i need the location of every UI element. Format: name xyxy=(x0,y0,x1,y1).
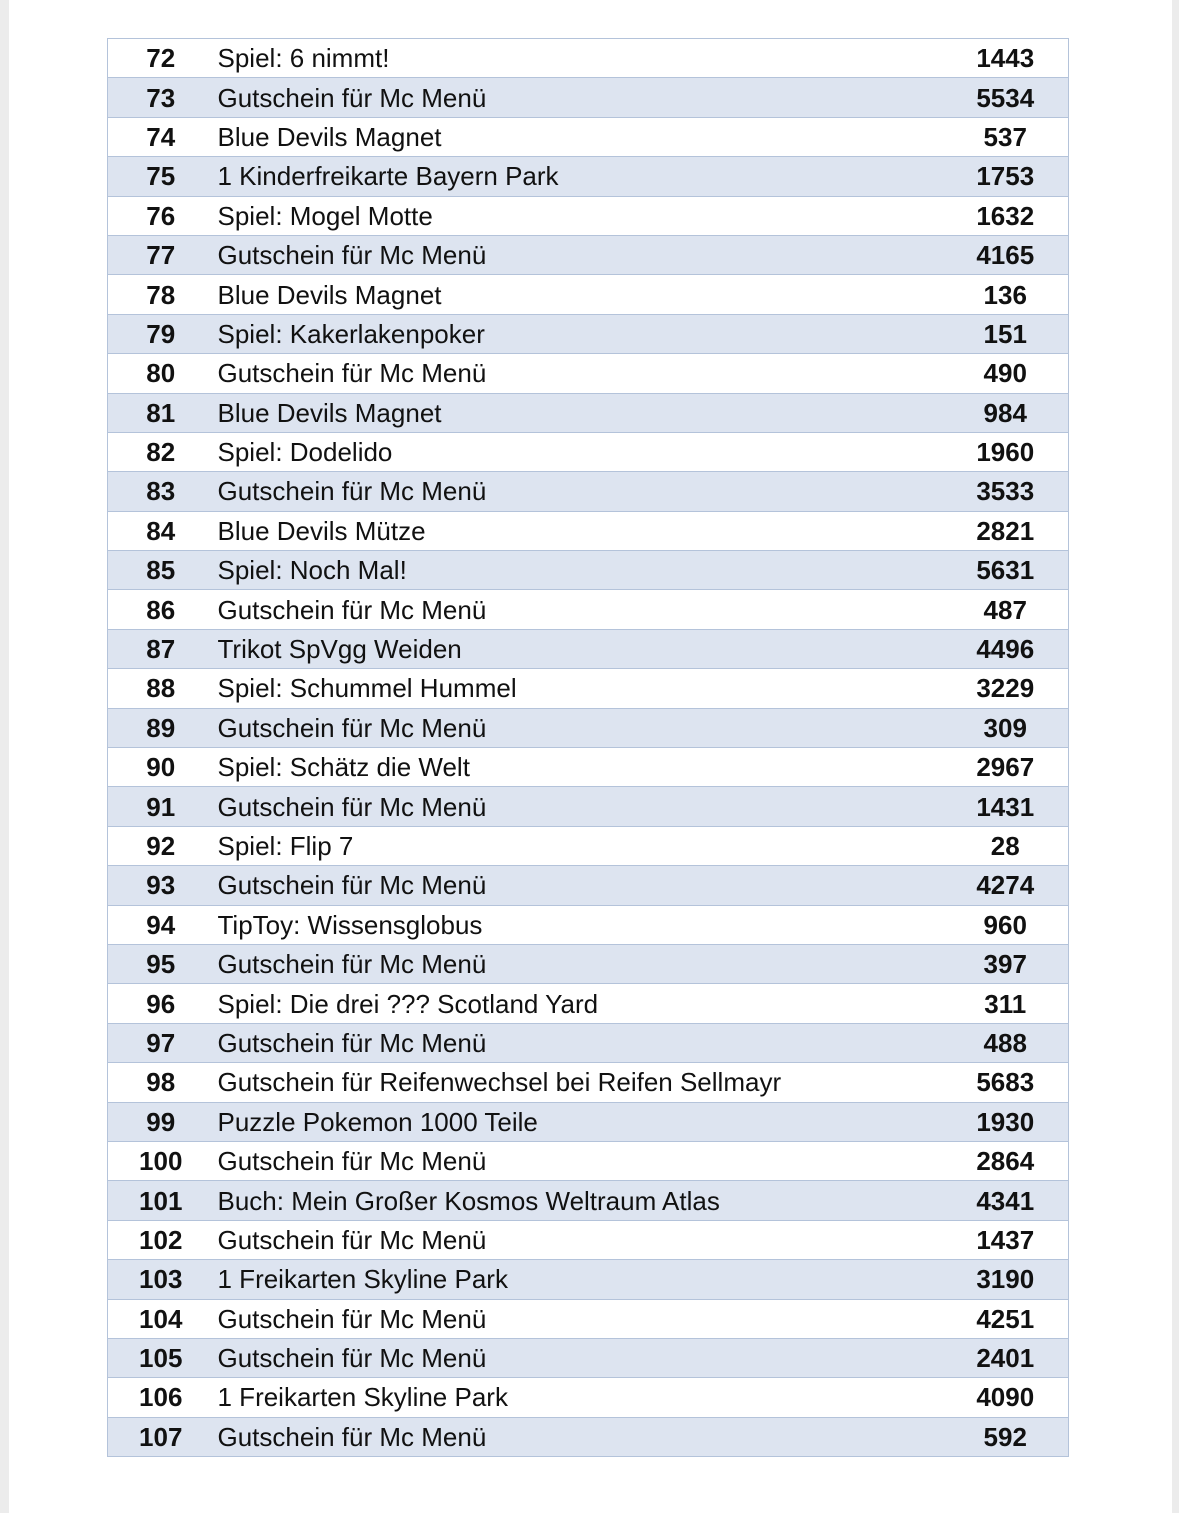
prize-name: Gutschein für Mc Menü xyxy=(212,78,939,117)
prize-name: Blue Devils Magnet xyxy=(212,393,939,432)
prize-name: Gutschein für Mc Menü xyxy=(212,787,939,826)
winning-ticket-number: 5534 xyxy=(939,78,1069,117)
prize-number: 81 xyxy=(108,393,212,432)
prize-name: Gutschein für Mc Menü xyxy=(212,866,939,905)
prize-name: Gutschein für Mc Menü xyxy=(212,235,939,274)
table-row xyxy=(108,669,1069,708)
prize-number: 88 xyxy=(108,669,212,708)
table-row xyxy=(108,393,1069,432)
prize-number: 107 xyxy=(108,1417,212,1456)
winning-ticket-number: 4496 xyxy=(939,629,1069,668)
winning-ticket-number: 2821 xyxy=(939,511,1069,550)
table-row xyxy=(108,590,1069,629)
prize-number: 104 xyxy=(108,1299,212,1338)
prize-name: Gutschein für Mc Menü xyxy=(212,1023,939,1062)
table-row xyxy=(108,511,1069,550)
winning-ticket-number: 3533 xyxy=(939,472,1069,511)
prize-number: 74 xyxy=(108,117,212,156)
prize-name: Spiel: Schätz die Welt xyxy=(212,748,939,787)
prize-name: Blue Devils Magnet xyxy=(212,117,939,156)
winning-ticket-number: 4165 xyxy=(939,235,1069,274)
winning-ticket-number: 2967 xyxy=(939,748,1069,787)
winning-ticket-number: 4251 xyxy=(939,1299,1069,1338)
prize-number: 98 xyxy=(108,1063,212,1102)
prize-name: Trikot SpVgg Weiden xyxy=(212,629,939,668)
table-row xyxy=(108,629,1069,668)
table-row xyxy=(108,1338,1069,1377)
prize-name: Buch: Mein Großer Kosmos Weltraum Atlas xyxy=(212,1181,939,1220)
table-row xyxy=(108,1181,1069,1220)
prize-name: Spiel: Dodelido xyxy=(212,432,939,471)
prize-number: 75 xyxy=(108,157,212,196)
table-row xyxy=(108,1260,1069,1299)
prize-name: Puzzle Pokemon 1000 Teile xyxy=(212,1102,939,1141)
prize-number: 79 xyxy=(108,314,212,353)
prize-number: 77 xyxy=(108,235,212,274)
winning-ticket-number: 592 xyxy=(939,1417,1069,1456)
prize-name: Gutschein für Mc Menü xyxy=(212,1417,939,1456)
prize-name: Spiel: Noch Mal! xyxy=(212,551,939,590)
prize-number: 73 xyxy=(108,78,212,117)
winning-ticket-number: 1443 xyxy=(939,39,1069,78)
winning-ticket-number: 1753 xyxy=(939,157,1069,196)
prize-number: 76 xyxy=(108,196,212,235)
prize-number: 91 xyxy=(108,787,212,826)
prize-number: 100 xyxy=(108,1141,212,1180)
winning-ticket-number: 1437 xyxy=(939,1220,1069,1259)
prize-name: Blue Devils Mütze xyxy=(212,511,939,550)
prize-number: 94 xyxy=(108,905,212,944)
prize-number: 97 xyxy=(108,1023,212,1062)
table-row xyxy=(108,157,1069,196)
winning-ticket-number: 3190 xyxy=(939,1260,1069,1299)
table-row xyxy=(108,1141,1069,1180)
table-row xyxy=(108,748,1069,787)
table-row xyxy=(108,1417,1069,1456)
winning-ticket-number: 1960 xyxy=(939,432,1069,471)
table-row xyxy=(108,551,1069,590)
prize-name: Spiel: Mogel Motte xyxy=(212,196,939,235)
table-row xyxy=(108,275,1069,314)
winning-ticket-number: 1632 xyxy=(939,196,1069,235)
prize-name: Gutschein für Mc Menü xyxy=(212,1299,939,1338)
prize-name: Spiel: Flip 7 xyxy=(212,826,939,865)
prize-number: 95 xyxy=(108,944,212,983)
table-row xyxy=(108,708,1069,747)
prize-name: Gutschein für Mc Menü xyxy=(212,472,939,511)
prize-number: 82 xyxy=(108,432,212,471)
table-row xyxy=(108,905,1069,944)
prize-number: 83 xyxy=(108,472,212,511)
prize-name: Blue Devils Magnet xyxy=(212,275,939,314)
winning-ticket-number: 311 xyxy=(939,984,1069,1023)
prize-table-body xyxy=(108,39,1069,1457)
prize-number: 85 xyxy=(108,551,212,590)
winning-ticket-number: 490 xyxy=(939,354,1069,393)
table-row xyxy=(108,39,1069,78)
winning-ticket-number: 3229 xyxy=(939,669,1069,708)
prize-number: 103 xyxy=(108,1260,212,1299)
table-row xyxy=(108,196,1069,235)
prize-number: 72 xyxy=(108,39,212,78)
prize-number: 89 xyxy=(108,708,212,747)
winning-ticket-number: 5683 xyxy=(939,1063,1069,1102)
table-row xyxy=(108,78,1069,117)
prize-number: 99 xyxy=(108,1102,212,1141)
winning-ticket-number: 5631 xyxy=(939,551,1069,590)
winning-ticket-number: 28 xyxy=(939,826,1069,865)
prize-number: 105 xyxy=(108,1338,212,1377)
prize-name: Spiel: Die drei ??? Scotland Yard xyxy=(212,984,939,1023)
prize-name: Gutschein für Mc Menü xyxy=(212,590,939,629)
winning-ticket-number: 4341 xyxy=(939,1181,1069,1220)
prize-number: 92 xyxy=(108,826,212,865)
prize-name: Gutschein für Mc Menü xyxy=(212,1141,939,1180)
prize-name: 1 Freikarten Skyline Park xyxy=(212,1260,939,1299)
prize-number: 101 xyxy=(108,1181,212,1220)
winning-ticket-number: 397 xyxy=(939,944,1069,983)
winning-ticket-number: 1431 xyxy=(939,787,1069,826)
winning-ticket-number: 4274 xyxy=(939,866,1069,905)
table-row xyxy=(108,432,1069,471)
prize-name: Gutschein für Reifenwechsel bei Reifen Sellmayr xyxy=(212,1063,939,1102)
prize-name: Spiel: 6 nimmt! xyxy=(212,39,939,78)
winning-ticket-number: 2864 xyxy=(939,1141,1069,1180)
prize-number: 93 xyxy=(108,866,212,905)
prize-name: Spiel: Schummel Hummel xyxy=(212,669,939,708)
winning-ticket-number: 537 xyxy=(939,117,1069,156)
winning-ticket-number: 487 xyxy=(939,590,1069,629)
table-row xyxy=(108,866,1069,905)
document-page xyxy=(9,0,1172,1513)
table-row xyxy=(108,117,1069,156)
prize-name: Gutschein für Mc Menü xyxy=(212,1338,939,1377)
prize-name: 1 Freikarten Skyline Park xyxy=(212,1378,939,1417)
winning-ticket-number: 309 xyxy=(939,708,1069,747)
table-row xyxy=(108,1023,1069,1062)
winning-ticket-number: 2401 xyxy=(939,1338,1069,1377)
winning-ticket-number: 984 xyxy=(939,393,1069,432)
table-row xyxy=(108,1220,1069,1259)
winning-ticket-number: 488 xyxy=(939,1023,1069,1062)
prize-number: 106 xyxy=(108,1378,212,1417)
table-row xyxy=(108,354,1069,393)
table-row xyxy=(108,826,1069,865)
table-row xyxy=(108,1378,1069,1417)
prize-number: 80 xyxy=(108,354,212,393)
table-row xyxy=(108,235,1069,274)
winning-ticket-number: 960 xyxy=(939,905,1069,944)
table-row xyxy=(108,472,1069,511)
table-row xyxy=(108,1102,1069,1141)
prize-number: 102 xyxy=(108,1220,212,1259)
winning-ticket-number: 4090 xyxy=(939,1378,1069,1417)
winning-ticket-number: 136 xyxy=(939,275,1069,314)
prize-name: Gutschein für Mc Menü xyxy=(212,708,939,747)
table-row xyxy=(108,787,1069,826)
prize-name: 1 Kinderfreikarte Bayern Park xyxy=(212,157,939,196)
prize-name: Gutschein für Mc Menü xyxy=(212,944,939,983)
prize-name: Gutschein für Mc Menü xyxy=(212,1220,939,1259)
table-row xyxy=(108,984,1069,1023)
prize-table xyxy=(107,38,1069,1457)
prize-number: 86 xyxy=(108,590,212,629)
prize-number: 90 xyxy=(108,748,212,787)
prize-name: Spiel: Kakerlakenpoker xyxy=(212,314,939,353)
prize-number: 96 xyxy=(108,984,212,1023)
table-row xyxy=(108,1299,1069,1338)
table-row xyxy=(108,1063,1069,1102)
prize-number: 78 xyxy=(108,275,212,314)
winning-ticket-number: 1930 xyxy=(939,1102,1069,1141)
table-row xyxy=(108,314,1069,353)
winning-ticket-number: 151 xyxy=(939,314,1069,353)
prize-name: Gutschein für Mc Menü xyxy=(212,354,939,393)
prize-number: 84 xyxy=(108,511,212,550)
prize-name: TipToy: Wissensglobus xyxy=(212,905,939,944)
prize-number: 87 xyxy=(108,629,212,668)
table-row xyxy=(108,944,1069,983)
